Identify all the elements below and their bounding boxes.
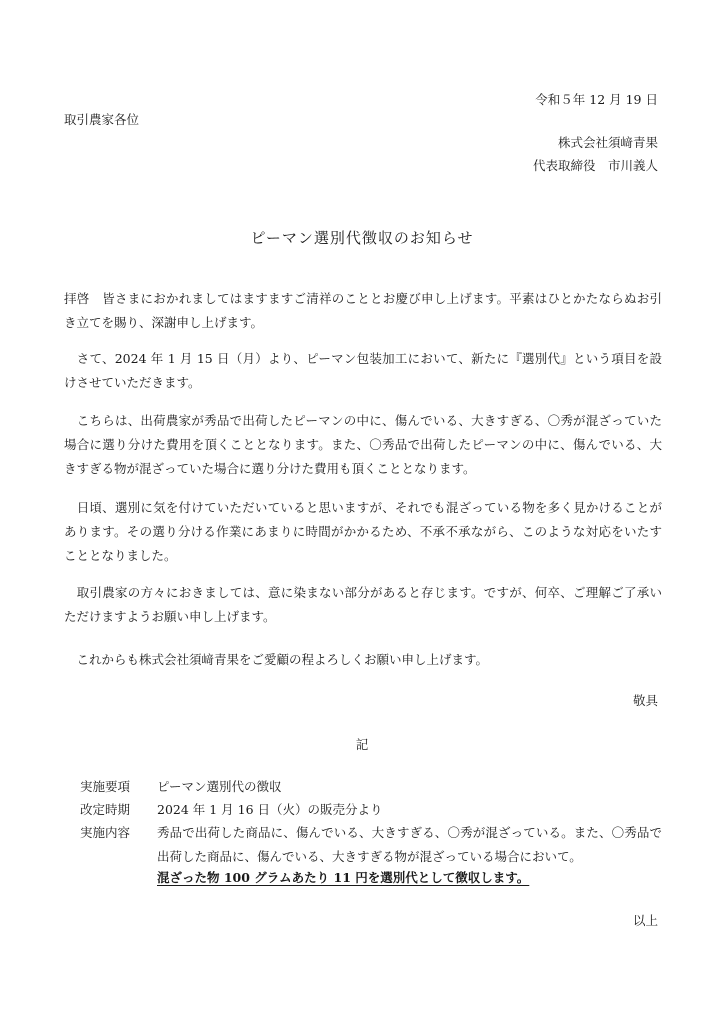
paragraph-thanks: これからも株式会社須﨑青果をご愛顧の程よろしくお願い申し上げます。 xyxy=(64,652,489,667)
document-title: ピーマン選別代徴収のお知らせ xyxy=(250,229,474,248)
paragraph-explanation: こちらは、出荷農家が秀品で出荷したピーマンの中に、傷んでいる、大きすぎる、〇秀が混ざっていた場合に選り分けた費用を頂くこととなります。また、〇秀品で出荷したピーマンの中に、傷んでいる、大きすぎる物が混ざっていた場合に選り分けた費用も頂くこととなります。 xyxy=(64,413,662,476)
company-name: 株式会社須﨑青果 xyxy=(557,135,658,150)
paragraph-greeting: 拝啓 皆さまにおかれましてはますますご清祥のこととお慶び申し上げます。平素はひとかたならぬお引き立てを賜り、深謝申し上げます。 xyxy=(64,291,662,330)
ki-heading: 記 xyxy=(355,737,369,752)
paragraph-request: 取引農家の方々におきましては、意に染まない部分があると存じます。ですが、何卒、ご理解ご了承いただけますようお願い申し上げます。 xyxy=(64,585,662,624)
fee-emphasis: 混ざった物 100 グラムあたり 11 円を選別代として徴収します。 xyxy=(157,870,530,885)
detail-term: 改定時期 xyxy=(80,802,131,817)
detail-term: 実施要項 xyxy=(80,779,131,794)
detail-row xyxy=(80,821,662,869)
closing-ijou: 以上 xyxy=(632,913,658,928)
detail-value: 秀品で出荷した商品に、傷んでいる、大きすぎる、〇秀が混ざっている。また、〇秀品で出荷した商品に、傷んでいる、大きすぎる物が混ざっている場合において。 xyxy=(157,825,662,864)
detail-term: 実施内容 xyxy=(80,825,131,840)
paragraph-announcement: さて、2024 年 1 月 15 日（月）より、ピーマン包装加工において、新たに『選別代』という項目を設けさせていただきます。 xyxy=(64,351,662,390)
paragraph-reason: 日頃、選別に気を付けていただいていると思いますが、それでも混ざっている物を多く見かけることがあります。その選り分ける作業にあまりに時間がかかるため、不承不承ながら、このような対応をいたすこととなりました。 xyxy=(64,500,662,563)
detail-row xyxy=(80,775,662,799)
detail-value: 2024 年 1 月 16 日（火）の販売分より xyxy=(157,802,383,817)
representative: 代表取締役 市川義人 xyxy=(532,158,658,173)
detail-row xyxy=(80,798,662,822)
closing-keigu: 敬具 xyxy=(632,693,658,708)
detail-value: ピーマン選別代の徴収 xyxy=(157,779,282,794)
recipient: 取引農家各位 xyxy=(64,112,140,127)
issue-date: 令和５年 12 月 19 日 xyxy=(535,92,658,107)
